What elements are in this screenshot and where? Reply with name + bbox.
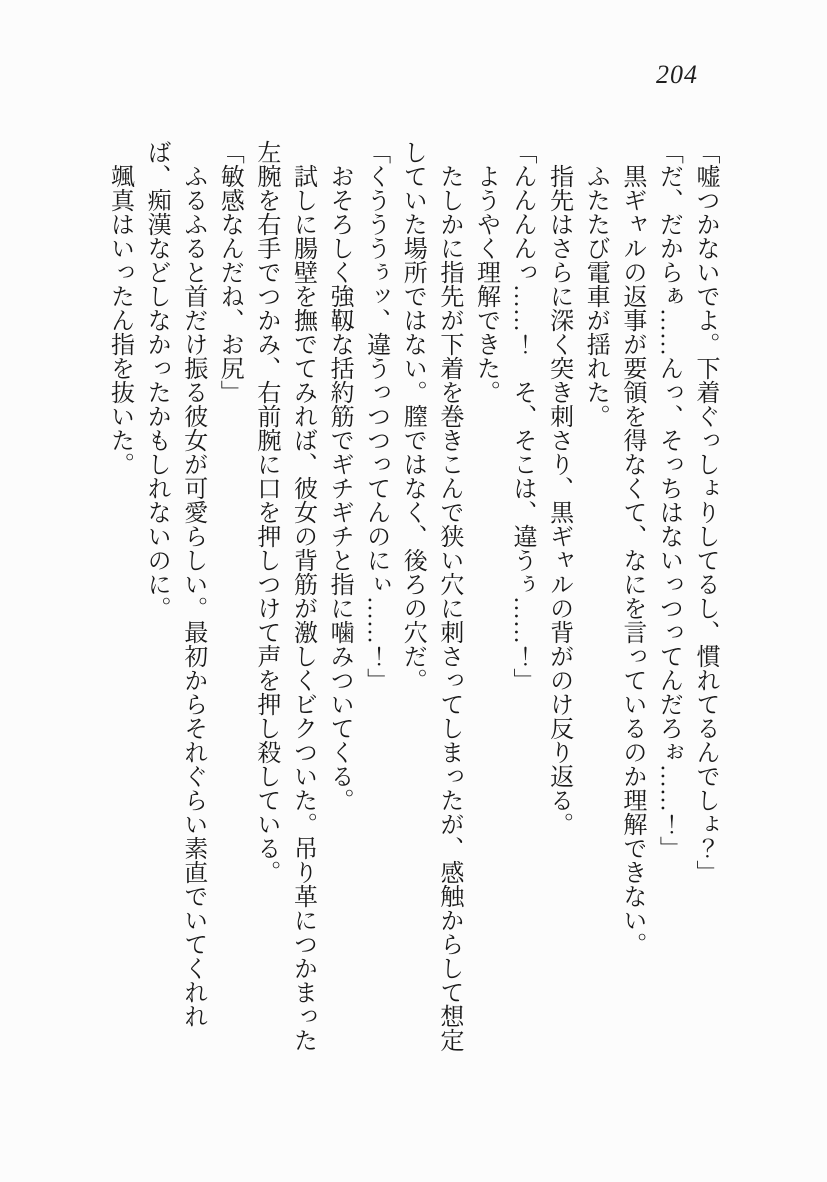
- paragraph: おそろしく強靱な括約筋でギチギチと指に噛みついてくる。: [326, 164, 353, 812]
- paragraph: 「嘘つかないでよ。下着ぐっしょりしてるし、慣れてるんでしょ？」: [692, 140, 718, 884]
- paragraph: 「だ、だからぁ……んっ、そっちはないっつってんだろぉ……！」: [655, 140, 682, 860]
- paragraph: 黒ギャルの返事が要領を得なくて、なにを言っているのか理解できない。: [618, 164, 645, 956]
- paragraph: ようやく理解できた。: [472, 164, 499, 404]
- page-number: 204: [656, 60, 698, 89]
- paragraph: 颯真はいったん指を抜いた。: [106, 164, 133, 476]
- paragraph: ふたたび電車が揺れた。: [582, 164, 609, 428]
- paragraph: ふるふると首だけ振る彼女が可愛らしい。最初からそれぐらい素直でいてくれれば、痴漢などしなかったかもしれないのに。: [143, 140, 206, 1028]
- paragraph: 指先はさらに深く突き刺さり、黒ギャルの背がのけ反り返る。: [545, 164, 572, 836]
- paragraph: 試しに腸壁を撫でてみれば、彼女の背筋が激しくビクついた。吊り革につかまった左腕を右手でつかみ、右前腕に口を押しつけて声を押し殺している。: [252, 140, 316, 1052]
- paragraph: 「敏感なんだね、お尻」: [216, 140, 243, 404]
- paragraph: たしかに指先が下着を巻きこんで狭い穴に刺さってしまったが、感触からして想定していた場所ではない。膣ではなく、後ろの穴だ。: [399, 140, 462, 1052]
- paragraph: 「くうううぅッ、違うっつつってんのにぃ……！」: [362, 140, 389, 692]
- body-text: [101, 140, 723, 1052]
- paragraph: 「んんんんっ……！ そ、そこは、違うぅ……！」: [509, 140, 536, 692]
